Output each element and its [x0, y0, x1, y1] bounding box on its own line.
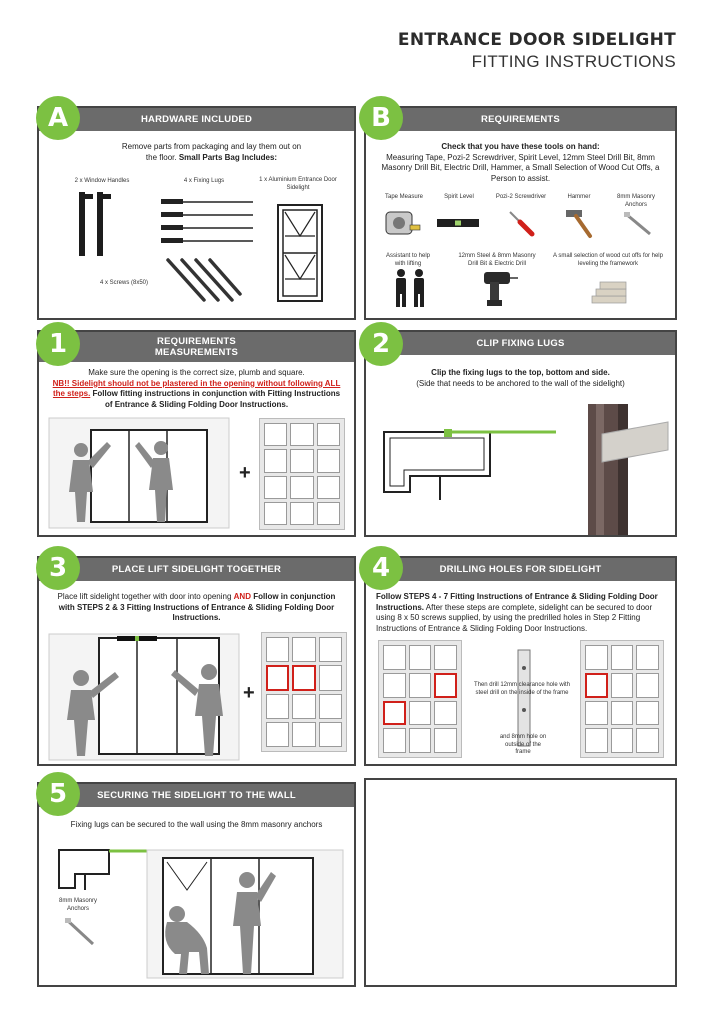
securing-sidelight-illustration [147, 850, 343, 978]
frame-section-drill-holes-illustration [512, 648, 536, 748]
frame-profile-with-lugs-illustration [380, 428, 560, 504]
step-3-text: Place lift sidelight together with door into opening AND Follow in conjunction with STEPS 2 & 3 Fitting Instructions of Entrance & Sliding Folding Door Instructions. [57, 592, 336, 622]
label-tape-measure: Tape Measure [384, 194, 424, 200]
lug-profile-illustration [57, 848, 157, 892]
reference-instructions-thumbnail [261, 632, 347, 752]
label-masonry-anchors: 8mm Masonry Anchors [58, 898, 97, 912]
label-handles: 2 x Window Handles [74, 178, 130, 184]
label-hammer: Hammer [567, 194, 591, 200]
panel-title: REQUIREMENTS [366, 108, 675, 131]
panel-title: PLACE LIFT SIDELIGHT TOGETHER [39, 558, 354, 581]
tape-measure-icon [384, 210, 420, 236]
step-5-text: Fixing lugs can be secured to the wall using the 8mm masonry anchors [70, 820, 323, 829]
document-title: ENTRANCE DOOR SIDELIGHT [397, 30, 676, 50]
label-wood-cut-offs: A small selection of wood cut offs for help leveling the framework [553, 253, 663, 267]
label-screwdriver: Pozi-2 Screwdriver [495, 194, 547, 200]
badge-step-1: 1 [36, 322, 80, 366]
panel-title: DRILLING HOLES FOR SIDELIGHT [366, 558, 675, 581]
label-masonry-anchors: 8mm Masonry Anchors [616, 194, 655, 208]
label-screws: 4 x Screws (8x50) [99, 280, 148, 286]
badge-step-5: 5 [36, 772, 80, 816]
panel-step-3-place-sidelight [37, 556, 356, 766]
sidelight-illustration [277, 204, 323, 302]
electric-drill-icon [478, 268, 518, 308]
fixing-lugs-illustration [157, 196, 257, 252]
steel-profile-with-lug-illustration [582, 402, 672, 536]
hardware-intro: Remove parts from packaging and lay them out on the floor. Small Parts Bag Includes: [121, 142, 302, 162]
panel-step-2-clip-lugs [364, 330, 677, 537]
document-subtitle: FITTING INSTRUCTIONS [471, 52, 676, 71]
lifting-sidelight-illustration [49, 634, 239, 760]
wood-cut-offs-icon [590, 280, 630, 306]
panel-step-4-drilling-holes [364, 556, 677, 766]
screws-illustration [164, 256, 244, 306]
label-lugs: 4 x Fixing Lugs [183, 178, 225, 184]
step-2-text: Clip the fixing lugs to the top, bottom and side. (Side that needs to be anchored to the wall of the sidelight) [416, 368, 625, 388]
plus-sign: + [243, 682, 255, 704]
step-4-text: Follow STEPS 4 - 7 Fitting Instructions of Entrance & Sliding Folding Door Instructions. After these steps are complete, sidelight can be secured to door using 8 x 50 screws supplied, by using the predrilled holes in Step 2 Fitting Instructions of Entrance & Sliding Folding Door Instructions. [376, 592, 658, 633]
drill-note-outside: and 8mm hole on outside of the frame [499, 734, 547, 755]
panel-empty [364, 778, 677, 987]
badge-step-4: 4 [359, 546, 403, 590]
panel-title: CLIP FIXING LUGS [366, 332, 675, 355]
panel-hardware-included [37, 106, 356, 320]
assistant-people-icon [392, 268, 428, 308]
window-handles-illustration [75, 190, 115, 260]
step-1-text: Make sure the opening is the correct size, plumb and square. NB!! Sidelight should not be plastered in the opening without following ALL the steps. Follow fitting instructions in conjunction with Fitting Instructions of Entrance & Sliding Folding Door Instructions. [52, 368, 341, 409]
label-drill: 12mm Steel & 8mm Masonry Drill Bit & Electric Drill [458, 253, 536, 267]
masonry-anchor-icon [65, 918, 95, 946]
hammer-icon [564, 208, 594, 238]
badge-step-2: 2 [359, 322, 403, 366]
plus-sign: + [239, 462, 251, 484]
badge-b: B [359, 96, 403, 140]
document-header [398, 30, 676, 72]
label-spirit-level: Spirit Level [444, 194, 474, 200]
screwdriver-icon [506, 208, 536, 238]
panel-title: HARDWARE INCLUDED [39, 108, 354, 131]
reference-instructions-thumbnail-left [378, 640, 462, 758]
panel-step-1-requirements [37, 330, 356, 537]
spirit-level-icon [436, 218, 480, 228]
badge-step-3: 3 [36, 546, 80, 590]
reference-instructions-thumbnail [259, 418, 345, 530]
tools-intro: Check that you have these tools on hand: Measuring Tape, Pozi-2 Screwdriver, Spirit Level, 12mm Steel Drill Bit, 8mm Masonry Drill Bit, Electric Drill, Hammer, a Small Selection of Wood Cut Offs, a Person to assist. [381, 142, 660, 183]
badge-a: A [36, 96, 80, 140]
panel-title: SECURING THE SIDELIGHT TO THE WALL [39, 784, 354, 807]
label-assistant: Assistant to help with lifting [385, 253, 431, 267]
panel-requirements-tools [364, 106, 677, 320]
panel-title: REQUIREMENTS MEASUREMENTS [39, 332, 354, 362]
label-sidelight: 1 x Aluminium Entrance Door Sidelight [259, 177, 337, 191]
reference-instructions-thumbnail-right [580, 640, 664, 758]
masonry-anchor-icon [624, 212, 652, 236]
door-opening-illustration [49, 418, 229, 528]
panel-step-5-securing [37, 782, 356, 987]
drill-note-inside: Then drill 12mm clearance hole with steel drill on the inside of the frame [473, 682, 571, 696]
